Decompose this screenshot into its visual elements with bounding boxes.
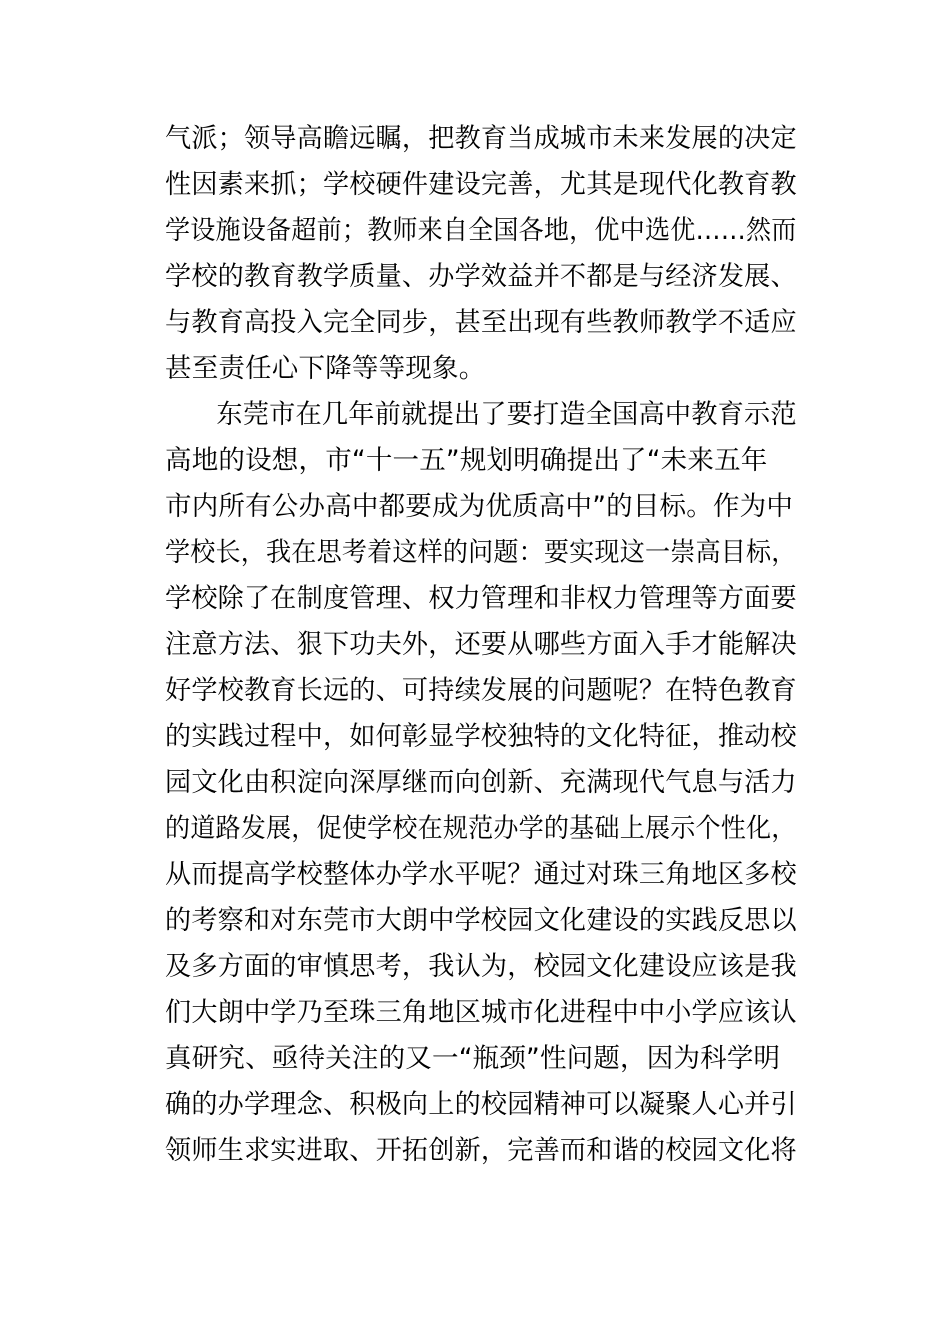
paragraph [165,116,795,392]
document-body [165,116,795,1174]
text-line: 东莞市在几年前就提出了要打造全国高中教育示范 [216,399,797,430]
text-line: 学校的教育教学质量、办学效益并不都是与经济发展、 [165,261,797,292]
text-line: 性因素来抓；学校硬件建设完善，尤其是现代化教育教 [165,169,797,200]
text-line: 注意方法、狠下功夫外，还要从哪些方面入手才能解决 [165,629,797,660]
text-line: 好学校教育长远的、可持续发展的问题呢？在特色教育 [165,675,797,706]
text-line: 气派；领导高瞻远瞩，把教育当成城市未来发展的决定 [165,123,797,154]
text-line: 的道路发展，促使学校在规范办学的基础上展示个性化， [165,813,797,844]
text-line: 与教育高投入完全同步，甚至出现有些教师教学不适应 [165,307,797,338]
text-line: 真研究、亟待关注的又一“瓶颈”性问题，因为科学明 [165,1043,781,1074]
text-line: 学校除了在制度管理、权力管理和非权力管理等方面要 [165,583,797,614]
text-line: 确的办学理念、积极向上的校园精神可以凝聚人心并引 [165,1089,797,1120]
text-line: 学校长，我在思考着这样的问题：要实现这一崇高目标， [165,537,797,568]
text-line: 园文化由积淀向深厚继而向创新、充满现代气息与活力 [165,767,797,798]
text-line: 领师生求实进取、开拓创新，完善而和谐的校园文化将 [165,1135,797,1166]
paragraph [165,392,795,1174]
text-line: 及多方面的审慎思考，我认为，校园文化建设应该是我 [165,951,797,982]
text-line: 甚至责任心下降等等现象。 [165,353,486,384]
text-line: 们大朗中学乃至珠三角地区城市化进程中中小学应该认 [165,997,797,1028]
text-line: 高地的设想，市“十一五”规划明确提出了“未来五年 [165,445,768,476]
text-line: 从而提高学校整体办学水平呢？通过对珠三角地区多校 [165,859,797,890]
text-line: 的考察和对东莞市大朗中学校园文化建设的实践反思以 [165,905,797,936]
text-line: 的实践过程中，如何彰显学校独特的文化特征，推动校 [165,721,797,752]
text-line: 学设施设备超前；教师来自全国各地，优中选优……然而 [165,215,797,246]
text-line: 市内所有公办高中都要成为优质高中”的目标。作为中 [165,491,794,522]
